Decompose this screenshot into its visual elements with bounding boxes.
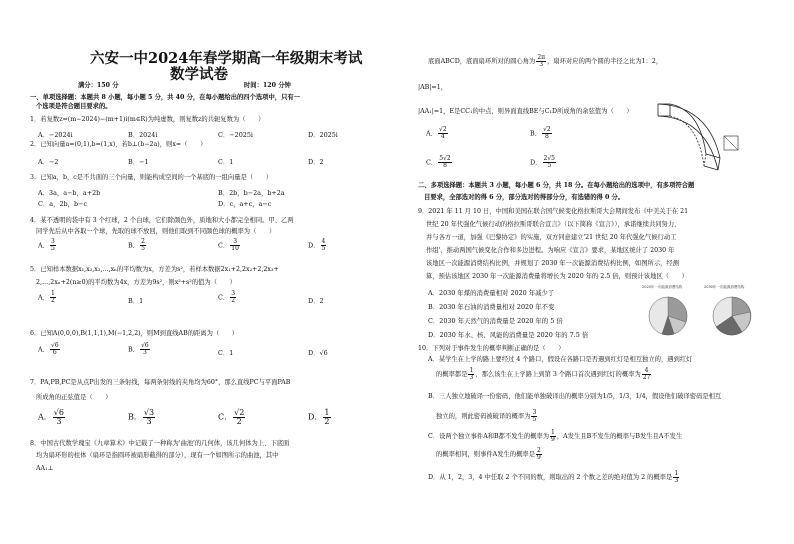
q9-line3: 并与各方一道，加强《巴黎协定》的实施，双方同意建立'21 世纪 20 年代强化气候行动工 xyxy=(426,234,677,241)
q2-stem: 2．已知向量a=(0,1),b=(1,x)，若b⊥(b−2a)，则x=（ ） xyxy=(30,141,207,148)
q3-option-a: A．3a，a−b，a+2b xyxy=(38,189,101,197)
q9-option-b: B．2030 年石油的消费量相对 2020 年不变 xyxy=(428,303,555,311)
q1-option-d: D．2025i xyxy=(308,131,338,139)
q5-option-d: D．2 xyxy=(308,297,324,305)
q8-cont-line1: 底面ABCD，底面扇环所对的圆心角为 $\frac{2\pi}{3}$ ，扇环对应的两个圆的半径之比为1：2， xyxy=(428,54,663,68)
exam-time: 时间：120 分钟 xyxy=(244,82,291,89)
pie-2030 xyxy=(713,297,751,335)
q6-stem: 6．已知A(0,0,0),B(1,1,1),M(−1,2,2)，则M到直线AB的距离为（ ） xyxy=(30,330,239,337)
right-column xyxy=(418,0,770,544)
curved-pool-figure xyxy=(648,96,744,178)
q5-option-b: B．1 xyxy=(128,297,144,305)
q9-line5: 该地区一次能源消费结构比例，并规划了 2030 年一次能源消费结构比例，如图所示，经测 xyxy=(426,260,680,267)
q6-option-d: D．√6 xyxy=(308,349,328,357)
q4-option-a: A． $\frac{3}{5}$ xyxy=(38,238,55,252)
q2-option-c: C．1 xyxy=(218,158,234,166)
section1-heading-2: 个选项是符合题目要求的。 xyxy=(36,103,112,110)
section1-heading: 一、单项选择题：本题共 8 小题，每小题 5 分，共 40 分，在每小题给出的四个选项中，只有一 xyxy=(30,94,300,101)
q2-option-a: A．−2 xyxy=(38,158,59,166)
q8-cont-line3: |AA₁|=1，E是CC₁的中点，则异面直线BE与C₁D所成角的余弦值为（ ） xyxy=(418,108,633,115)
q8-cont-line2: |AB|=1， xyxy=(418,84,447,91)
q9-line2: 世纪 20 年代强化气候行动的格拉斯哥联合宣言》（以下简称《宣言》），承诺继续共同努力， xyxy=(426,221,681,228)
full-score: 满分：150 分 xyxy=(78,82,119,89)
q8-option-b: B． $\frac{√2}{8}$ xyxy=(530,126,551,140)
q8-option-a: A． $\frac{√2}{4}$ xyxy=(426,126,447,140)
q1-stem: 1．若复数z=(m−2024)−(m+1)i(m∈R)为纯虚数，则复数z的共轭复数为（ ） xyxy=(30,116,265,123)
energy-pie-charts xyxy=(638,282,762,344)
exam-subtitle: 数学试卷 xyxy=(170,66,228,83)
q10-stem: 10．下列对于事件发生的概率判断正确的是（ ） xyxy=(418,345,565,352)
q5-line2: 2,…,2xₙ+2(n≥0)的平均数为4x，方差为9s²，则x²+s²的值为（ ） xyxy=(36,279,236,286)
q6-option-c: C．1 xyxy=(218,349,234,357)
q5-option-a: A． $\frac{1}{2}$ xyxy=(38,290,55,304)
q4-line2: 同学先后从中各取一个球，先取的球不放回，则他们取到不同颜色球的概率为（ ） xyxy=(36,228,276,235)
q8-option-c: C． $\frac{5√2}{8}$ xyxy=(426,155,451,169)
q8-line1: 8．中国古代数学瑰宝《九章算术》中记载了一种称为'曲池'的几何体，该几何体为上、下底面 xyxy=(30,440,290,447)
q8-line3: AA₁⊥ xyxy=(36,465,54,472)
q3-option-b: B．2b，b−2a，b+2a xyxy=(218,189,285,197)
q3-option-c: C．a，2b，b−c xyxy=(38,200,88,208)
q7-option-a: A． $\frac{√6}{3}$ xyxy=(38,408,64,426)
q4-option-b: B． $\frac{2}{5}$ xyxy=(128,238,145,252)
left-pie-title: 2020年一次能源消费结构 xyxy=(642,285,683,289)
q10-option-b-line2: 独立的，则此密码被破译的概率为 $\frac{3}{5}$ xyxy=(436,409,537,423)
q9-option-a: A．2030 年煤的消费量相对 2020 年减少了 xyxy=(428,289,555,297)
section2-heading-2: 目要求，全部选对的得 6 分，部分选对的得部分分，有选错的得 0 分。 xyxy=(424,194,625,201)
q6-option-a: A． $\frac{√6}{6}$ xyxy=(38,342,59,356)
q9-line1: 9．2021 年 11 月 10 日，中国和美国在联合国气候变化格拉斯哥大会期间发布《中美关于在 21 xyxy=(418,208,689,215)
q10-option-a-line1: A．某学生在上学的路上要经过 4 个路口，假设在各路口是否遇到红灯是相互独立的，遇到红灯 xyxy=(428,356,693,363)
pie-2020 xyxy=(649,297,687,335)
right-pie-title: 2030年一次能源消费结构 xyxy=(704,285,745,289)
q4-option-c: C． $\frac{3}{10}$ xyxy=(218,238,239,252)
q5-option-c: C． $\frac{3}{2}$ xyxy=(218,290,236,304)
q2-option-d: D．2 xyxy=(308,158,324,166)
q7-option-c: C． $\frac{√2}{2}$ xyxy=(218,408,245,426)
q9-line6: 算，预估该地区 2030 年一次能源消费量将增长为 2020 年的 2.5 倍，则预计该地区（ ） xyxy=(426,273,688,280)
q1-option-b: B．2024i xyxy=(128,131,158,139)
q6-option-b: B． $\frac{√6}{3}$ xyxy=(128,342,149,356)
q10-option-b-line1: B．三人独立地破译一份密码，他们能单独破译出的概率分别为1/5，1/3，1/4，假设他们破译密码是相互 xyxy=(428,393,722,400)
q1-option-a: A．−2024i xyxy=(38,131,73,139)
q7-option-b: B． $\frac{√3}{3}$ xyxy=(128,408,155,426)
section2-heading: 二、多项选择题：本题共 3 小题，每小题 6 分，共 18 分。在每小题给出的选项中，有多项符合题 xyxy=(418,182,695,189)
q1-option-c: C．−2025i xyxy=(218,131,253,139)
q10-option-a-line2: 的概率都是 $\frac{1}{3}$ ，那么该生在上学路上到第 3 个路口首次遇到红灯的概率为 $\frac{4}{27}$ xyxy=(436,367,651,381)
q3-option-d: D．c，a+c，a−c xyxy=(218,200,272,208)
q5-line1: 5．已知样本数据x₁,x₂,x₃,…,xₙ的平均数为x，方差为s²，若样本数据2x₁+2,2x₂+2,2x₃+ xyxy=(30,266,279,273)
q3-stem: 3．已知a，b，c是不共面的三个向量，则能构成空间的一个基底的一组向量是（ ） xyxy=(30,174,273,181)
q4-line1: 4．某不透明的袋中有 3 个红球，2 个白球，它们除颜色外，质地和大小都完全相同。甲、乙两 xyxy=(30,217,294,224)
q10-option-c-line1: C．设两个独立事件A和B都不发生的概率为 $\frac{1}{9}$ ，A发生且B不发生的概率与B发生且A不发生 xyxy=(428,429,683,443)
q8-line2: 均为扇环形的柱体（扇环是指圆环被扇形截得的部分），现有一个如图所示的曲池，其中 xyxy=(36,452,279,459)
q10-option-d: D．从 1，2，3，4 中任取 2 个不同的数，则取出的 2 个数之差的绝对值为 2 的概率是 $\frac{1}{3}$ xyxy=(428,470,679,484)
q9-option-c: C．2030 年天然气的消费量是 2020 年的 5 倍 xyxy=(428,317,563,325)
q7-option-d: D． $\frac{1}{2}$ xyxy=(308,408,330,426)
q10-option-c-line2: 的概率相同，则事件A发生的概率是 $\frac{2}{9}$ xyxy=(436,447,541,461)
q9-line4: 作组'，推动两国气候变化合作和多边进程。为响应《宣言》要求，某地区统计了 2030 年 xyxy=(426,247,675,254)
q7-line1: 7．PA,PB,PC是从点P出发的三条射线，每两条射线的夹角均为60°，那么直线PC与平面PAB xyxy=(30,379,291,386)
q4-option-d: D． $\frac{4}{5}$ xyxy=(308,238,326,252)
q2-option-b: B．−1 xyxy=(128,158,149,166)
q8-option-d: D． $\frac{2√5}{5}$ xyxy=(530,155,555,169)
q7-line2: 所成角的正弦值是（ ） xyxy=(36,394,112,401)
q9-option-d: D．2030 年水、核、风能的消费量是 2020 年的 7.5 倍 xyxy=(428,331,589,339)
exam-title: 六安一中2024年春学期高一年级期末考试 xyxy=(90,50,363,67)
left-column xyxy=(30,0,396,544)
